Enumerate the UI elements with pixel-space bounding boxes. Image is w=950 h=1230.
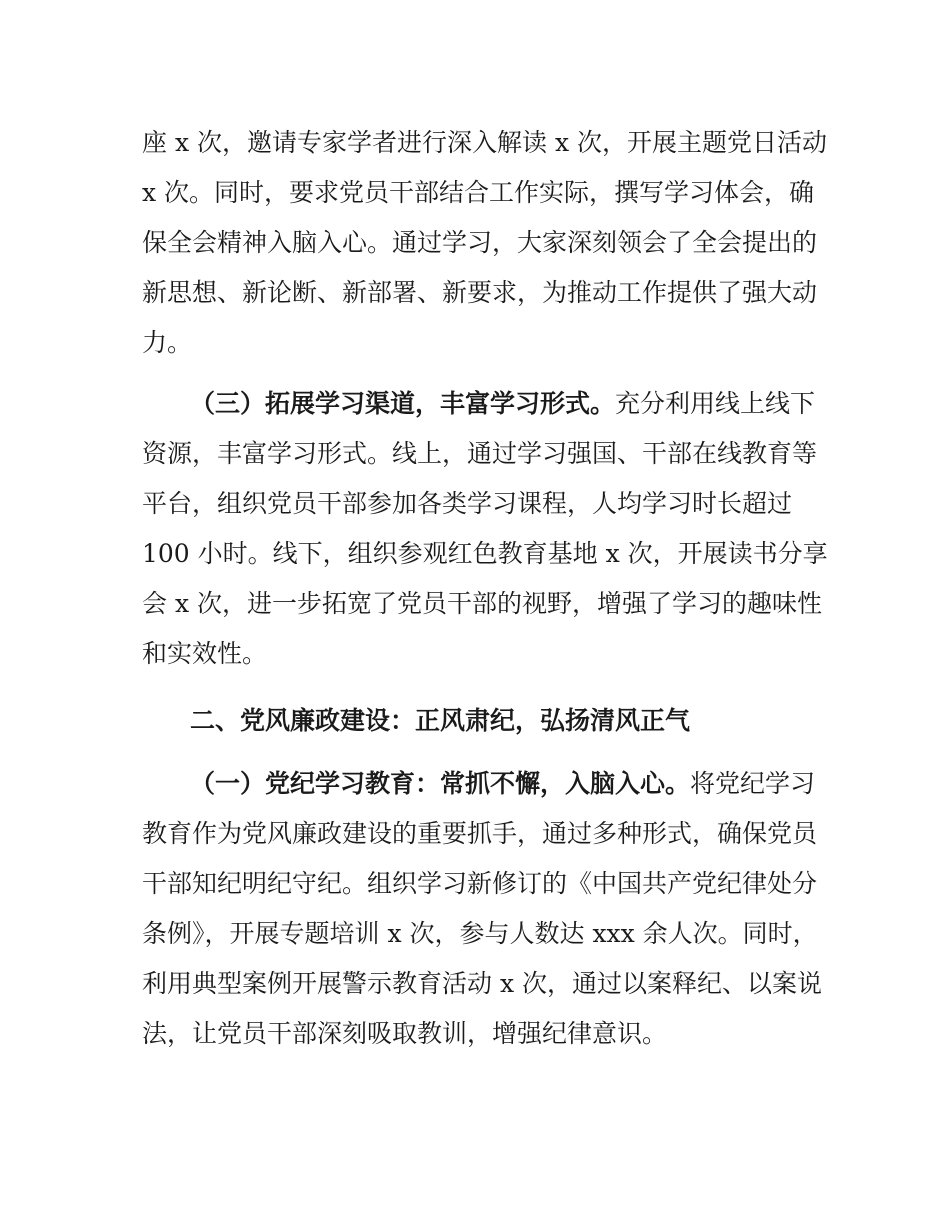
- text-line: 座 x 次，邀请专家学者进行深入解读 x 次，开展主题党日活动: [142, 128, 827, 157]
- section-heading: 二、党风廉政建设：正风肃纪，弘扬清风正气: [190, 706, 691, 735]
- subsection-heading: （一）党纪学习教育：常抓不懈，入脑入心。: [190, 769, 691, 798]
- text-line: 会 x 次，进一步拓宽了党员干部的视野，增强了学习的趣味性: [142, 589, 822, 618]
- text-segment: 将党纪学习: [690, 769, 816, 798]
- text-line: [190, 768, 815, 800]
- text-line: 资源，丰富学习形式。线上，通过学习强国、干部在线教育等: [142, 439, 818, 468]
- text-line: 和实效性。: [142, 639, 268, 668]
- text-line: 利用典型案例开展警示教育活动 x 次，通过以案释纪、以案说: [142, 969, 822, 998]
- text-segment: 充分利用线上线下: [615, 389, 816, 418]
- text-line: 100 小时。线下，组织参观红色教育基地 x 次，开展读书分享: [142, 539, 828, 568]
- text-line: 新思想、新论断、新部署、新要求，为推动工作提供了强大动: [142, 278, 818, 307]
- text-line: 条例》，开展专题培训 x 次，参与人数达 xxx 余人次。同时，: [142, 919, 818, 948]
- text-line: 力。: [142, 328, 193, 357]
- text-line: 干部知纪明纪守纪。组织学习新修订的《中国共产党纪律处分: [142, 869, 818, 898]
- text-line: 平台，组织党员干部参加各类学习课程，人均学习时长超过: [142, 489, 793, 518]
- subsection-heading: （三）拓展学习渠道，丰富学习形式。: [190, 389, 616, 418]
- text-line: x 次。同时，要求党员干部结合工作实际，撰写学习体会，确: [142, 178, 815, 207]
- text-line: [190, 388, 815, 420]
- text-line: 保全会精神入脑入心。通过学习，大家深刻领会了全会提出的: [142, 228, 818, 257]
- text-line: 教育作为党风廉政建设的重要抓手，通过多种形式，确保党员: [142, 819, 818, 848]
- text-line: 法，让党员干部深刻吸取教训，增强纪律意识。: [142, 1019, 668, 1048]
